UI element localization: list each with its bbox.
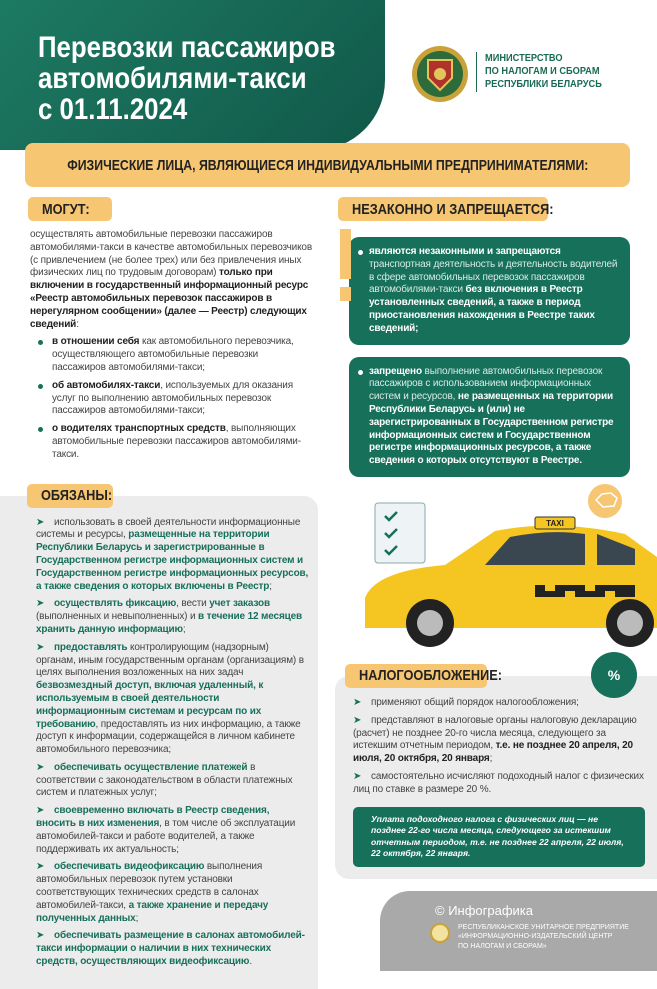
can-tag-label: МОГУТ: [42,200,90,218]
list-item [30,380,312,418]
ministry-name [485,52,626,91]
text-segment: в соответствии с законодательством в области платежных систем и платежных услуг; [36,761,293,799]
arrow-bullet-icon: ➤ [36,598,45,610]
banner-text: ФИЗИЧЕСКИЕ ЛИЦА, ЯВЛЯЮЩИЕСЯ ИНДИВИДУАЛЬНЫМИ ПРЕДПРИНИМАТЕЛЯМИ: [66,156,589,174]
footer [380,891,657,971]
illegal-tag-label: НЕЗАКОННО И ЗАПРЕЩАЕТСЯ: [352,200,554,218]
text-segment: представляют в налоговые органы налоговую декларацию (расчет) не позднее 20-го числа месяца, следующего за истекшим отчетным периодом, [353,714,637,752]
text-segment: т.е. не позднее 20 апреля, 20 июля, 20 октября, 20 января [353,740,633,765]
text-segment: осуществлять фиксацию [54,598,177,610]
list-item [36,930,310,968]
illegal-box-1 [349,237,630,345]
text-segment: не размещенных на территории Республики Беларусь и (или) не зарегистрированных в Государственном регистре информационных систем и Государственном регистре информационных ресурсов, а также сведения о которых отсутствуют в Реестре. [369,391,614,467]
taxi-car-illustration [335,483,657,648]
text-segment: своевременно включать в Реестр сведения, вносить в них изменения [36,805,270,830]
text-segment: запрещено [369,365,422,377]
text-segment: обеспечивать размещение в салонах автомобилей-такси информации о наличии в них технических средств, осуществляющих видеофиксацию [36,930,305,968]
arrow-bullet-icon: ➤ [353,770,362,782]
ministry-line: МИНИСТЕРСТВО [485,52,563,64]
text-segment: , предоставлять из них информацию, а также доступ к информации, содержащейся в личном кабинете автомобильного перевозчика; [36,718,301,756]
audience-banner [25,143,630,187]
text-segment: ; [182,623,186,635]
checklist-icon [375,503,425,563]
copyright: © Инфографика [435,902,534,918]
arrow-bullet-icon: ➤ [353,714,362,726]
title-line: с 01.11.2024 [38,93,188,126]
text-segment: транспортная деятельность и деятельность водителей в сфере автомобильных перевозок пассажиров автомобилями-такси [369,258,618,296]
tax-note [353,807,645,867]
list-item [36,642,310,757]
text-segment: размещенные на территории Республики Беларусь и зарегистрированные в Государственном регистре информационных систем и Государственном регистре информационных ресурсов, а также сведения о которых включены в Реестр [36,529,309,592]
arrow-bullet-icon: ➤ [36,761,45,773]
text-segment: (выполненных и невыполненных) и [36,611,199,623]
text-segment: учет заказов [209,598,270,610]
tax-note-text: Уплата подоходного налога с физических лиц — не позднее 22-го числа месяца, следующего за истекшим отчетным периодом, т.е. не позднее 22 апреля, 22 июля, 22 октября, 22 января. [371,813,624,859]
text-segment: , используемых для оказания услуг по выполнению автомобильных перевозок пассажиров автомобилями-такси; [52,379,293,417]
publisher-line: «ИНФОРМАЦИОННО-ИЗДАТЕЛЬСКИЙ ЦЕНТР [458,933,613,941]
publisher-line: РЕСПУБЛИКАНСКОЕ УНИТАРНОЕ ПРЕДПРИЯТИЕ [458,923,629,931]
list-item [36,517,310,594]
ministry-line: РЕСПУБЛИКИ БЕЛАРУСЬ [485,78,602,90]
can-intro [30,229,312,331]
list-item [353,715,645,766]
list-item [36,805,310,856]
text-segment: контролирующим (надзорным) органам, иным государственным органам (организациям) в целях выполнения возложенных на них задач [36,641,304,679]
text-segment: выполнение автомобильных перевозок пассажиров с использованием информационных систем и ресурсов, [369,365,603,403]
text-segment: только при включении в государственный информационный ресурс «Реестр автомобильных перевозок пассажиров в нерегулярном сообщении» (далее — Реестр) следующих сведений [30,267,309,330]
text-segment: осуществлять автомобильные перевозки пассажиров автомобилями-такси в качестве автомобильных перевозчиков (с привлечением (не более трех) или без привлечения иных физических лиц по трудовым договорам) [30,229,313,279]
illegal-item [369,366,620,468]
text-segment: в течение 12 месяцев хранить данную информацию [36,611,303,635]
page-title [38,32,399,125]
arrow-bullet-icon: ➤ [36,930,45,942]
arrow-bullet-icon: ➤ [36,516,45,528]
text-segment: , в том числе об эксплуатации автомобилей-такси и работе водителей, а также поддерживать их актуальность; [36,818,296,855]
tax-tag [345,664,503,688]
publisher-logo-icon [430,923,450,943]
arrow-bullet-icon: ➤ [36,641,45,653]
list-item [36,598,310,636]
text-segment: : [76,318,79,330]
text-segment: обеспечивать осуществление платежей [54,761,248,773]
left-column [0,197,318,989]
text-segment: об автомобилях-такси [52,379,161,391]
text-segment: являются незаконными и запрещаются [369,246,561,257]
belarus-map-icon [588,484,622,518]
list-item [30,423,312,461]
illegal-item [369,246,620,336]
text-segment: ; [135,912,139,924]
right-column [335,197,657,971]
illegal-tag [338,197,554,221]
text-segment: самостоятельно исчисляют подоходный налог с физических лиц по ставке в размере 20 %. [353,770,644,795]
text-segment: в отношении себя [52,336,140,348]
arrow-bullet-icon: ➤ [36,861,45,873]
tax-list [353,697,645,797]
can-section [0,221,318,484]
list-item [353,697,645,710]
text-segment: без включения в Реестр установленных сведений, а также в период приостановления нахождения в Реестре таких сведений; [369,284,595,334]
text-segment: о водителях транспортных средств [52,423,226,435]
ministry-line: ПО НАЛОГАМ И СБОРАМ [485,65,600,77]
text-segment: а также хранение и передачу полученных данных [36,899,269,924]
illegal-box-2 [349,357,630,477]
text-segment: применяют общий порядок налогообложения; [371,696,579,708]
publisher-line: ПО НАЛОГАМ И СБОРАМ» [458,942,547,950]
text-segment: использовать в своей деятельности информационные системы и ресурсы, [36,516,301,541]
text-segment: , вести [176,598,210,610]
text-segment: безвозмездный доступ, включая удаленный, к используемым в своей деятельности информационным системам и ресурсам по их требованию [36,680,264,730]
text-segment: . [249,956,252,968]
can-tag [28,197,112,221]
tax-tag-label: НАЛОГООБЛОЖЕНИЕ: [359,667,503,685]
list-item [36,762,310,800]
text-segment: предоставлять [54,641,128,653]
list-item [36,861,310,925]
arrow-bullet-icon: ➤ [353,696,362,708]
text-segment: выполнения автомобильных перевозок путем установки соответствующих технических средств в салонах автомобилей-такси, [36,861,263,911]
arrow-bullet-icon: ➤ [36,805,45,817]
text-segment: ; [269,580,272,592]
tax-coins-icon [591,652,637,698]
taxi-sign: TAXI [546,518,564,528]
list-item [353,771,645,797]
list-item [30,336,312,374]
text-segment: как автомобильного перевозчика, осуществляющего автомобильные перевозки пассажиров автомобилями-такси; [52,336,294,373]
obliged-tag-label: ОБЯЗАНЫ: [41,487,113,505]
text-segment: обеспечивать видеофиксацию [54,861,205,873]
percent-icon: % [607,666,621,683]
ministry-emblem-icon [410,44,470,104]
tax-panel [335,676,657,879]
divider [476,52,477,92]
obliged-list [36,517,310,969]
exclamation-icon [340,229,354,303]
title-line: Перевозки пассажиров [38,31,336,64]
obliged-panel [0,496,318,989]
text-segment: , выполняющих автомобильные перевозки пассажиров автомобилями-такси. [52,423,301,460]
text-segment: ; [489,753,493,765]
obliged-tag [27,484,113,508]
title-line: автомобилями-такси [38,62,307,95]
